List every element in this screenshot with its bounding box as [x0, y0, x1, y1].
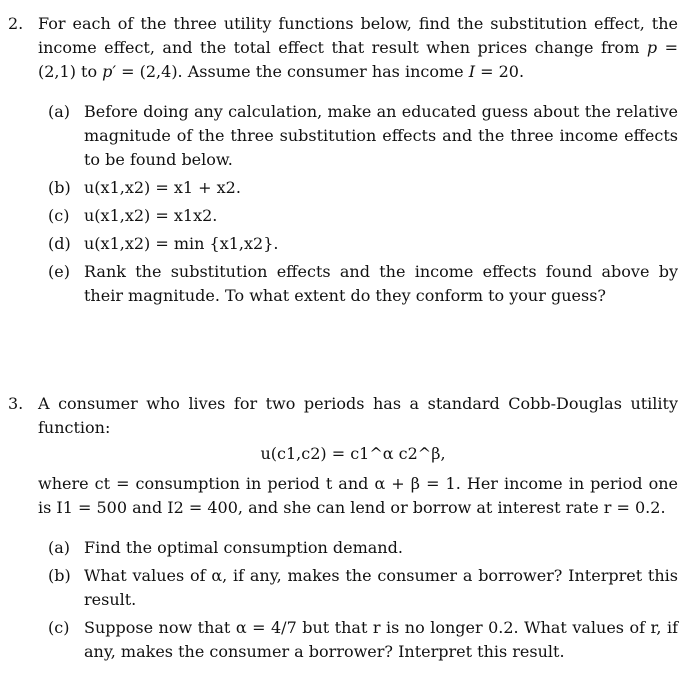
problem-3-where: where ct = consumption in period t and α + β = 1. Her income in period one is I1 = 500 and I2 = 400, and she can lend or borrow at interest rate r = 0.2.	[38, 474, 678, 517]
problem-2	[8, 12, 678, 312]
part-3a: (a) Find the optimal consumption demand.	[48, 538, 403, 557]
part-3b: (b) What values of α, if any, makes the consumer a borrower? Interpret this result.	[48, 566, 678, 609]
problem-3-intro: A consumer who lives for two periods has a standard Cobb-Douglas utility function:	[38, 394, 678, 437]
cobb-douglas-equation: u(c1,c2) = c1^α c2^β,	[260, 444, 446, 463]
problem-number: 3.	[8, 394, 24, 413]
part-2c: (c) u(x1,x2) = x1x2.	[48, 204, 678, 228]
part-3c: (c) Suppose now that α = 4/7 but that r is no longer 0.2. What values of r, if any, makes the consumer a borrower? Interpret this result.	[48, 618, 678, 661]
problem-3-parts	[48, 536, 678, 664]
problem-2-parts	[48, 100, 678, 308]
problem-2-intro: For each of the three utility functions below, find the substitution effect, the income effect, and the total effect that result when prices change from p = (2,1) to p′ = (2,4). Assume the consumer has income I = 20.	[38, 14, 678, 81]
part-2d: (d) u(x1,x2) = min {x1,x2}.	[48, 232, 678, 256]
part-2e: (e) Rank the substitution effects and the income effects found above by their magnitude. To what extent do they conform to your guess?	[48, 262, 678, 305]
part-2b: (b) u(x1,x2) = x1 + x2.	[48, 176, 678, 200]
utility-linear: u(x1,x2) = x1 + x2.	[84, 178, 241, 197]
part-2a: (a) Before doing any calculation, make an educated guess about the relative magnitude of the three substitution effects and the three income effects to be found below.	[48, 102, 678, 169]
problem-number: 2.	[8, 14, 24, 33]
utility-product: u(x1,x2) = x1x2.	[84, 206, 218, 225]
problem-3	[8, 392, 678, 668]
utility-min: u(x1,x2) = min {x1,x2}.	[84, 234, 279, 253]
